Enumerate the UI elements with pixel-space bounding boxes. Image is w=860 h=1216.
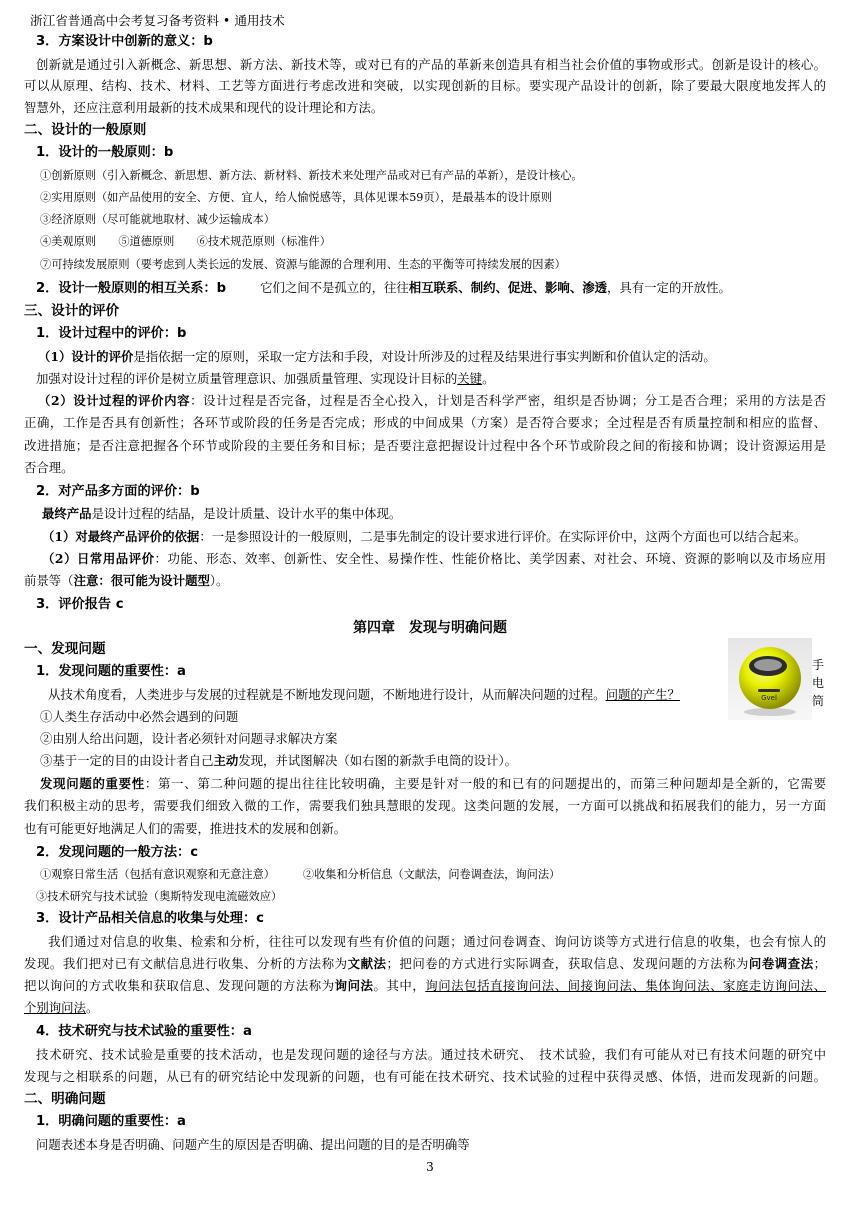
subsection-heading: 1．发现问题的重要性：a xyxy=(36,664,186,679)
text-span: ：设计过程是否完备，过程是否全心投入，计划是否科学严密，组织是否协调；分工是否合理；采用的方法是否 xyxy=(190,393,826,408)
paragraph-line: 问题表述本身是否明确、问题产生的原因是否明确、提出问题的目的是否明确等 xyxy=(36,1137,470,1152)
paragraph-line xyxy=(24,1000,98,1016)
text-span: ：功能、形态、效率、创新性、安全性、易操作性、性能价格比、美学因素、对社会、环境、资源的影响以及市场应用 xyxy=(154,551,827,566)
text-span: ；把问卷的方式进行实际调查，获取信息、发现问题的方法称为 xyxy=(386,956,749,971)
text-span: ：第一、第二种问题的提出往往比较明确，主要是针对一般的和已有的问题提出的，而第三种问题却是全新的，它需要 xyxy=(144,776,827,791)
underlined-span: 询问法包括直接询问法、间接询问法、集体询问法、家庭走访询问法、 xyxy=(425,978,827,993)
paragraph-line xyxy=(42,506,401,522)
paragraph-line xyxy=(40,776,826,792)
subsection-heading: 4．技术研究与技术试验的重要性：a xyxy=(36,1024,252,1039)
bold-span: （1）设计的评价 xyxy=(38,349,134,364)
text-span: 它们之间不是孤立的，往往 xyxy=(260,280,409,295)
underlined-span: 问题的产生？ xyxy=(605,687,680,702)
bold-span: 发现问题的重要性 xyxy=(40,776,145,791)
list-item xyxy=(40,753,517,769)
paragraph-line xyxy=(42,529,806,545)
subsection-heading: 2．发现问题的一般方法：c xyxy=(36,845,199,860)
paragraph-line xyxy=(24,573,228,589)
brand-label: Gvel xyxy=(761,694,777,702)
paragraph-line: 也有可能更好地满足人们的需要，推进技术的发展和创新。 xyxy=(24,821,347,836)
underlined-span: 个别询问法 xyxy=(24,1000,86,1015)
text-span: ； xyxy=(813,956,827,971)
bold-span: （2）设计过程的评价内容 xyxy=(38,393,191,408)
bold-span: 询问法 xyxy=(334,978,374,993)
bold-span: 主动 xyxy=(213,753,239,768)
list-item: ③经济原则（尽可能就地取材、减少运输成本） xyxy=(40,213,275,226)
section-heading: 三、设计的评价 xyxy=(24,303,120,319)
section-heading: 一、发现问题 xyxy=(24,641,106,657)
subsection-heading: 1．设计的一般原则：b xyxy=(36,145,174,160)
paragraph-line: 技术研究、技术试验是重要的技术活动，也是发现问题的途径与方法。通过技术研究、 技术试验，我们有可能从对已有技术问题的研究中 xyxy=(36,1047,826,1062)
bold-span: （1）对最终产品评价的依据 xyxy=(42,529,200,544)
text-span: 从技术角度看，人类进步与发展的过程就是不断地发现问题，不断地进行设计，从而解决问题的过程。 xyxy=(48,687,606,702)
heading-innovation-significance: 3．方案设计中创新的意义：b xyxy=(36,34,213,49)
paragraph-line xyxy=(38,349,716,365)
paragraph-line: 改进措施；是否注意把握各个环节或阶段的主要任务和目标；是否要注意把握设计过程中各个环节或阶段之间的衔接和协调；设计资源运用是 xyxy=(24,438,826,453)
page-number: 3 xyxy=(426,1160,434,1174)
section-heading: 二、设计的一般原则 xyxy=(24,122,147,138)
list-item: ①创新原则（引入新概念、新思想、新方法、新材料、新技术来处理产品或对已有产品的革新），是设计核心。 xyxy=(40,169,583,182)
text-span: 把以询问的方式收集和获取信息、发现问题的方法称为 xyxy=(24,978,335,993)
paragraph-line: 否合理。 xyxy=(24,460,74,475)
list-item: ②由别人给出问题，设计者必须针对问题寻求解决方案 xyxy=(40,731,338,746)
bold-span: 相互联系、制约、促进、影响、渗透 xyxy=(408,280,607,295)
paragraph-line: 发现与之相联系的问题，从已有的研究结论中发现新的问题，也有可能在技术研究、技术试验的过程中获得灵感、体悟，进而发现新的问题。 xyxy=(24,1069,826,1084)
paragraph-line: 我们通过对信息的收集、检索和分析，往往可以发现有些有价值的问题；通过问卷调查、询问访谈等方式进行信息的收集，也会有惊人的 xyxy=(48,934,826,949)
list-item: ④美观原则 ⑤道德原则 ⑥技术规范原则（标准件） xyxy=(40,235,331,248)
text-span: 是指依据一定的原则，采取一定方法和手段，对设计所涉及的过程及结果进行事实判断和价值认定的活动。 xyxy=(133,349,716,364)
paragraph-line xyxy=(24,978,826,994)
list-item: ①人类生存活动中必然会遇到的问题 xyxy=(40,709,239,724)
text-span: 前景等（ xyxy=(24,573,74,588)
paragraph-line: 正确，工作是否具有创新性；各环节或阶段的任务是否完成；形成的中间成果（方案）是否符合要求；全过程是否有质量控制和相应的监督、 xyxy=(24,415,826,430)
bold-span: 注意：很可能为设计题型 xyxy=(73,573,210,588)
paragraph-line: 可以从原理、结构、技术、材料、工艺等方面进行考虑改进和突破，以实现创新的目标。要实现产品设计的创新，除了要最大限度地发挥人的 xyxy=(24,78,826,93)
underlined-span: 关键 xyxy=(457,371,483,386)
text-span: 。其中， xyxy=(373,978,426,993)
text-span: ③基于一定的目的由设计者自己 xyxy=(40,753,214,768)
subsection-heading: 3．评价报告 c xyxy=(36,597,124,612)
list-item: ③技术研究与技术试验（奥斯特发现电流磁效应） xyxy=(36,890,283,903)
subsection-heading: 1．明确问题的重要性：a xyxy=(36,1114,186,1129)
list-item: ①观察日常生活（包括有意识观察和无意注意） ②收集和分析信息（文献法，问卷调查法，询问法） xyxy=(40,868,561,881)
text-span: 。 xyxy=(482,371,495,386)
flashlight-image xyxy=(728,638,812,720)
subsection-heading: 3．设计产品相关信息的收集与处理：c xyxy=(36,911,264,926)
principles-relation-line xyxy=(36,280,731,297)
list-item: ②实用原则（如产品使用的安全、方便、宜人，给人愉悦感等，具体见课本59页），是最基本的设计原则 xyxy=(40,191,553,204)
chapter-title: 第四章 发现与明确问题 xyxy=(353,620,507,636)
paragraph-line xyxy=(36,371,494,387)
bold-span: 最终产品 xyxy=(42,506,92,521)
figure-caption: 手电筒 xyxy=(812,658,825,708)
paragraph-line: 创新就是通过引入新概念、新思想、新方法、新技术等，或对已有的产品的革新来创造具有相当社会价值的事物或形式。创新是设计的核心。 xyxy=(36,57,826,72)
bold-span: 问卷调查法 xyxy=(748,956,814,971)
page-header: 浙江省普通高中会考复习备考资料 • 通用技术 xyxy=(30,13,285,28)
paragraph-line xyxy=(42,551,826,567)
text-span: 是设计过程的结晶，是设计质量、设计水平的集中体现。 xyxy=(91,506,402,521)
text-span: ：一是参照设计的一般原则，二是事先制定的设计要求进行评价。在实际评价中，这两个方面也可以结合起来。 xyxy=(199,529,807,544)
paragraph-line: 智慧外，还应注意利用最新的技术成果和现代的设计理论和方法。 xyxy=(24,100,384,115)
bold-span: 文献法 xyxy=(347,956,387,971)
text-span: 。 xyxy=(85,1000,99,1015)
flashlight-illustration xyxy=(728,638,812,720)
subsection-heading: 2．对产品多方面的评价：b xyxy=(36,484,200,499)
section-heading: 二、明确问题 xyxy=(24,1091,106,1107)
list-item: ⑦可持续发展原则（要考虑到人类长远的发展、资源与能源的合理利用、生态的平衡等可持续发展的因素） xyxy=(40,258,566,271)
text-span: 发现，并试图解决（如右图的新款手电筒的设计）。 xyxy=(238,753,518,768)
text-span: ，具有一定的开放性。 xyxy=(607,280,731,295)
text-span: 发现。我们把对已有文献信息进行收集、分析的方法称为 xyxy=(24,956,348,971)
paragraph-line: 我们积极主动的思考，需要我们细致入微的工作，需要我们独具慧眼的发现。这类问题的发展，一方面可以挑战和拓展我们的能力，另一方面 xyxy=(24,798,826,813)
paragraph-line xyxy=(24,956,826,972)
paragraph-line xyxy=(38,393,826,409)
subsection-heading: 2．设计一般原则的相互关系：b xyxy=(36,281,227,296)
subsection-heading: 1．设计过程中的评价：b xyxy=(36,326,187,341)
paragraph-line xyxy=(48,687,680,703)
bold-span: （2）日常用品评价 xyxy=(42,551,155,566)
text-span: 加强对设计过程的评价是树立质量管理意识、加强质量管理、实现设计目标的 xyxy=(36,371,458,386)
text-span: ）。 xyxy=(209,573,229,588)
